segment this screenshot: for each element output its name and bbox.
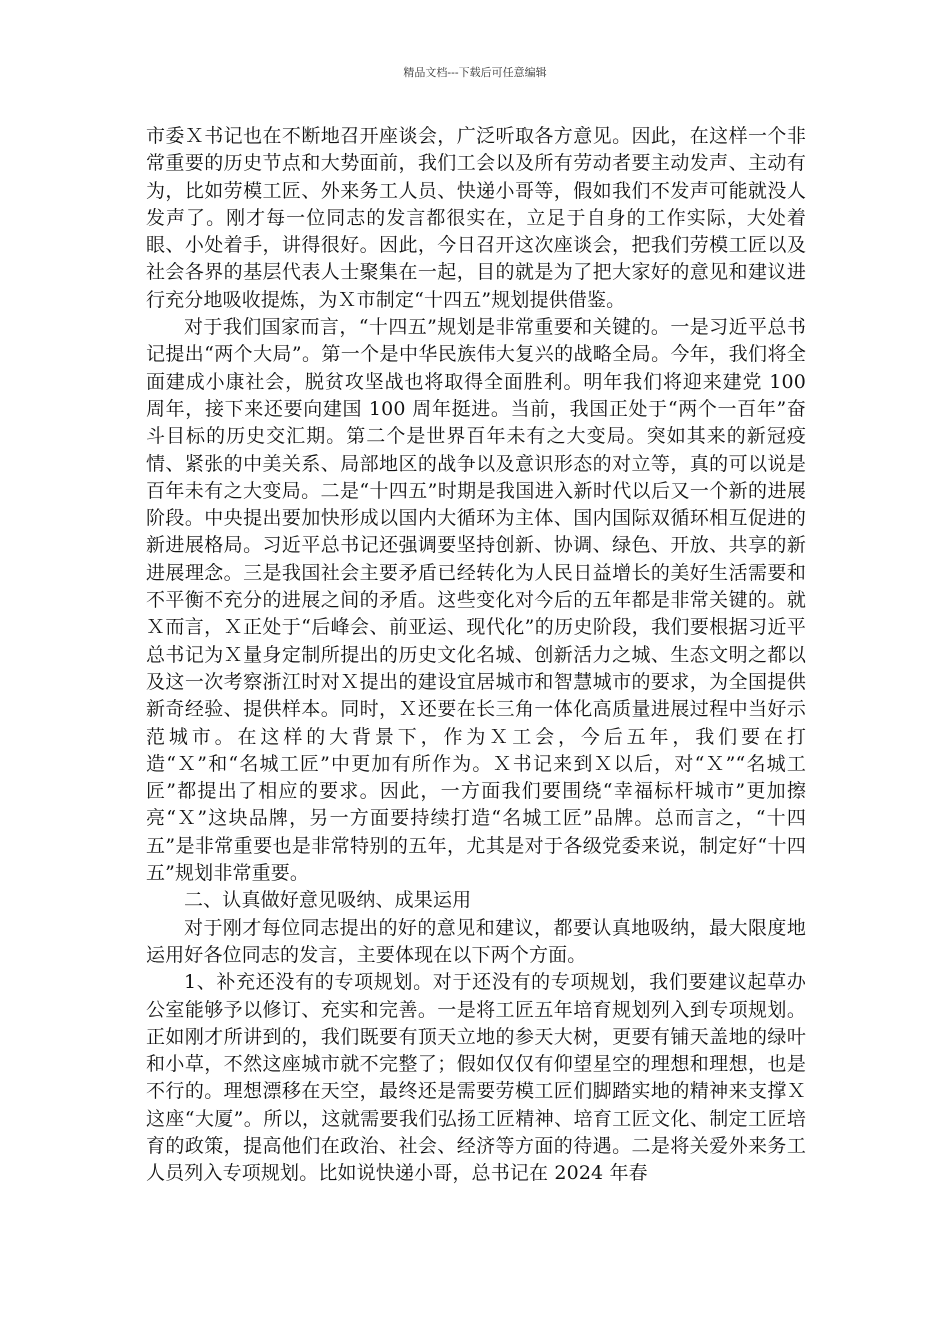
document-body xyxy=(146,123,806,1188)
section-heading: 二、认真做好意见吸纳、成果运用 xyxy=(184,889,472,912)
paragraph-2: 对于我们国家而言，“十四五”规划是非常重要和关键的。一是习近平总书记提出“两个大局”。第一个是中华民族伟大复兴的战略全局。今年，我们将全面建成小康社会，脱贫攻坚战也将取得全面胜利。明年我们将迎来建党 100 周年，接下来还要向建国 100 周年挺进。当前，我国正处于“两个一百年”奋斗目标的历史交汇期。第二个是世界百年未有之大变局。突如其来的新冠疫情、紧张的中美关系、局部地区的战争以及意识形态的对立等，真的可以说是百年未有之大变局。二是“十四五”时期是我国进入新时代以后又一个新的进展阶段。中央提出要加快形成以国内大循环为主体、国内国际双循环相互促进的新进展格局。习近平总书记还强调要坚持创新、协调、绿色、开放、共享的新进展理念。三是我国社会主要矛盾已经转化为人民日益增长的美好生活需要和不平衡不充分的进展之间的矛盾。这些变化对今后的五年都是非常关键的。就Ｘ而言，Ｘ正处于“后峰会、前亚运、现代化”的历史阶段，我们要根据习近平总书记为Ｘ量身定制所提出的历史文化名城、创新活力之城、生态文明之都以及这一次考察浙江时对Ｘ提出的建设宜居城市和智慧城市的要求，为全国提供新奇经验、提供样本。同时，Ｘ还要在长三角一体化高质量进展过程中当好示范城市。在这样的大背景下，作为Ｘ工会，今后五年，我们要在打造“Ｘ”和“名城工匠”中更加有所作为。Ｘ书记来到Ｘ以后，对“Ｘ”“名城工匠”都提出了相应的要求。因此，一方面我们要围绕“幸福标杆城市”更加擦亮“Ｘ”这块品牌，另一方面要持续打造“名城工匠”品牌。总而言之，“十四五”是非常重要也是非常特别的五年，尤其是对于各级党委来说，制定好“十四五”规划非常重要。 xyxy=(146,316,806,885)
page-header: 精品文档---下载后可任意编辑 xyxy=(403,66,547,79)
paragraph-3: 对于刚才每位同志提出的好的意见和建议，都要认真地吸纳，最大限度地运用好各位同志的发言，主要体现在以下两个方面。 xyxy=(146,916,806,966)
paragraph-1: 市委Ｘ书记也在不断地召开座谈会，广泛听取各方意见。因此，在这样一个非常重要的历史节点和大势面前，我们工会以及所有劳动者要主动发声、主动有为，比如劳模工匠、外来务工人员、快递小哥等，假如我们不发声可能就没人发声了。刚才每一位同志的发言都很实在，立足于自身的工作实际，大处着眼、小处着手，讲得很好。因此，今日召开这次座谈会，把我们劳模工匠以及社会各界的基层代表人士聚集在一起，目的就是为了把大家好的意见和建议进行充分地吸收提炼，为Ｘ市制定“十四五”规划提供借鉴。 xyxy=(146,125,806,311)
paragraph-4: 1、补充还没有的专项规划。对于还没有的专项规划，我们要建议起草办公室能够予以修订、充实和完善。一是将工匠五年培育规划列入到专项规划。正如刚才所讲到的，我们既要有顶天立地的参天大树，更要有铺天盖地的绿叶和小草，不然这座城市就不完整了；假如仅仅有仰望星空的理想和理想，也是不行的。理想漂移在天空，最终还是需要劳模工匠们脚踏实地的精神来支撑Ｘ这座“大厦”。所以，这就需要我们弘扬工匠精神、培育工匠文化、制定工匠培育的政策，提高他们在政治、社会、经济等方面的待遇。二是将关爱外来务工人员列入专项规划。比如说快递小哥，总书记在 2024 年春 xyxy=(146,971,806,1185)
